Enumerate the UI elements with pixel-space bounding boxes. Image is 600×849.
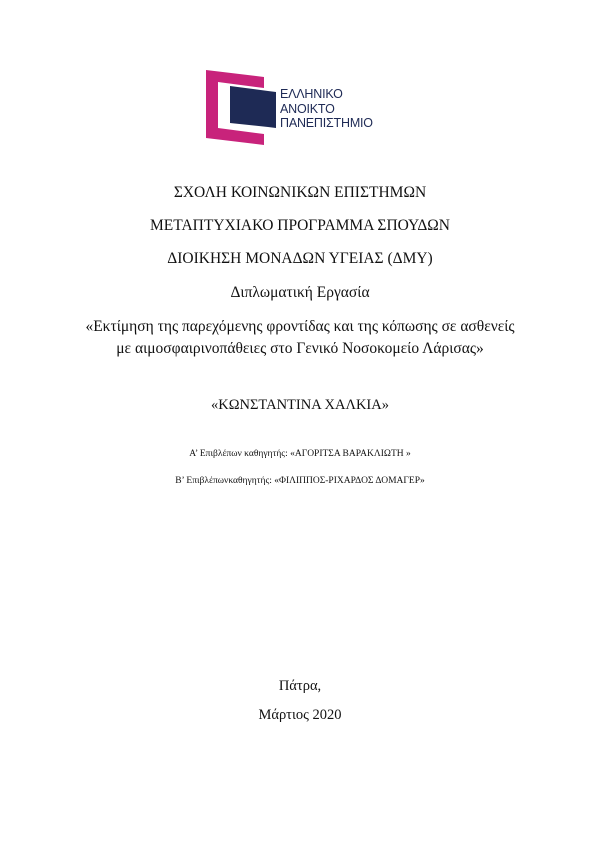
university-logo [206,70,396,145]
school-name: ΣΧΟΛΗ ΚΟΙΝΩΝΙΚΩΝ ΕΠΙΣΤΗΜΩΝ [173,184,427,201]
program-name: ΜΕΤΑΠΤΥΧΙΑΚΟ ΠΡΟΓΡΑΜΜΑ ΣΠΟΥΔΩΝ [150,217,450,234]
city: Πάτρα, [278,678,322,694]
first-supervisor: Α’ Επιβλέπων καθηγητής: «ΑΓΟΡΙΤΣΑ ΒΑΡΑΚΛΙΩΤΗ » [189,449,411,459]
thesis-title-line-2: με αιμοσφαιρινοπάθειες στο Γενικό Νοσοκομείο Λάρισας» [116,340,484,357]
second-supervisor: Β’ Επιβλέπωνκαθηγητής: «ΦΙΛΙΠΠΟΣ-ΡΙΧΑΡΔΟΣ ΔΟΜΑΓΕΡ» [175,476,425,486]
university-logo-mark-icon [206,70,276,145]
logo-line-2: ΑΝΟΙΚΤΟ [280,101,335,116]
date: Μάρτιος 2020 [258,707,342,723]
logo-line-1: ΕΛΛΗΝΙΚΟ [280,87,343,101]
author-name: «ΚΩΝΣΤΑΝΤΙΝΑ ΧΑΛΚΙΑ» [211,397,389,413]
document-type: Διπλωματική Εργασία [230,284,370,301]
thesis-title-line-1: «Εκτίμηση της παρεχόμενης φροντίδας και της κόπωσης σε ασθενείς [85,318,515,335]
university-logo-text [280,87,373,131]
logo-line-3: ΠΑΝΕΠΙΣΤΗΜΙΟ [280,116,373,130]
department-name: ΔΙΟΙΚΗΣΗ ΜΟΝΑΔΩΝ ΥΓΕΙΑΣ (ΔΜΥ) [167,250,433,267]
